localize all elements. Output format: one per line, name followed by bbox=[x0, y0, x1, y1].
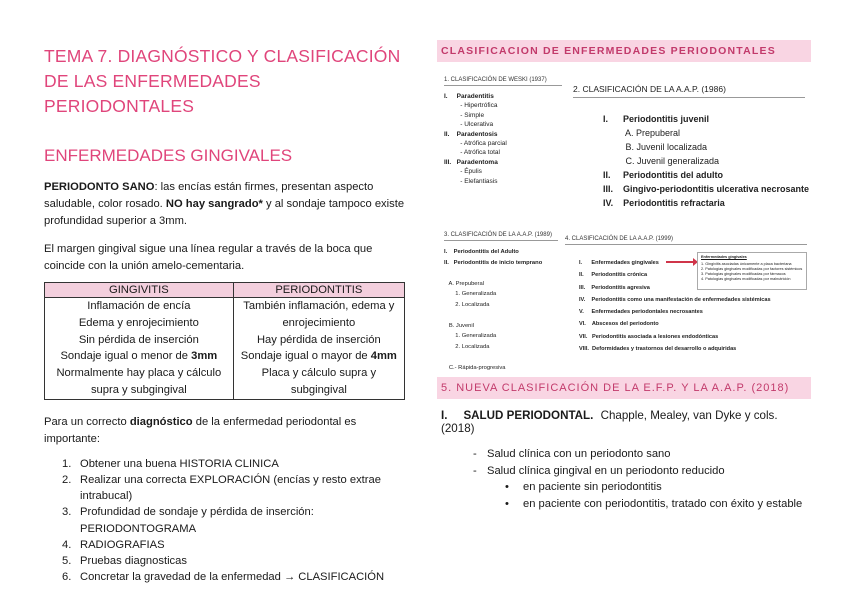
list-item bbox=[62, 456, 412, 472]
figure-rows bbox=[603, 112, 810, 210]
table-header-gingivitis: GINGIVITIS bbox=[45, 283, 234, 298]
figure-row: - Atrófica parcial bbox=[444, 140, 507, 148]
p3-text-b: de la enfermedad periodontal es importante: bbox=[44, 415, 357, 445]
bullet-icon: • bbox=[505, 497, 509, 510]
gingivitis-line: Inflamación de encía bbox=[87, 300, 191, 312]
figure-row: 1. Generalizada bbox=[444, 333, 497, 339]
figure-row: - Hipertrófica bbox=[444, 102, 498, 110]
step-text: Realizar una correcta EXPLORACIÓN (encías y resto extrae intrabucal) bbox=[80, 473, 381, 503]
figure-row bbox=[444, 310, 558, 321]
section-bold-title: SALUD PERIODONTAL. bbox=[463, 409, 594, 422]
new-classification-band: 5. NUEVA CLASIFICACIÓN DE LA E.F.P. Y LA A.A.P. (2018) bbox=[437, 377, 811, 399]
periodontitis-probe-value: 4mm bbox=[370, 350, 397, 363]
figure-row: VII. Periodontitis asociada a lesiones endodónticas bbox=[579, 333, 719, 340]
gingivitis-probe-text: Sondaje igual o menor de bbox=[60, 350, 192, 363]
figure-row: - Ulcerativa bbox=[444, 121, 494, 129]
figure-row: - Simple bbox=[444, 111, 485, 119]
p1-bold-2: NO hay sangrado* bbox=[165, 198, 263, 210]
figure-row: B. Juvenil bbox=[444, 322, 474, 329]
diagnosis-steps-list bbox=[62, 456, 412, 586]
step-number: 1. bbox=[62, 457, 72, 470]
figure-row: VIII. Deformidades y trastornos del desarrollo o adquiridas bbox=[579, 346, 737, 353]
step-number: 5. bbox=[62, 555, 72, 567]
p1-bold: PERIODONTO SANO bbox=[44, 181, 155, 193]
figure-row: C.- Rápida-progresiva bbox=[444, 364, 506, 371]
periodontitis-cell bbox=[233, 298, 404, 400]
p3-text-a: Para un correcto bbox=[44, 415, 130, 428]
inset-row: 1. Gingivitis asociadas únicamente a placa bacteriana bbox=[701, 262, 792, 266]
left-column bbox=[44, 44, 412, 585]
inset-row: 4. Patologías gingivales modificadas por malnutrición bbox=[701, 277, 791, 281]
p1-text-b: y al sondaje tampoco existe profundidad superior a 3mm. bbox=[44, 198, 405, 227]
list-item bbox=[62, 472, 412, 504]
section-heading bbox=[441, 409, 811, 435]
dash-icon: - bbox=[473, 464, 477, 477]
gingivitis-line: Normalmente hay placa y cálculo supra y subgingival bbox=[56, 367, 222, 396]
right-column bbox=[437, 40, 811, 62]
figure-row bbox=[444, 352, 558, 363]
figure-rows bbox=[444, 247, 558, 373]
gingival-margin-paragraph: El margen gingival sigue una línea regular a través de la boca que coincide con la unión amelo-cementaria. bbox=[44, 243, 373, 272]
step-number: 2. bbox=[62, 473, 72, 486]
inset-row: 3. Patologías gingivales modificadas por fármacos bbox=[701, 272, 786, 276]
item-text: Salud clínica con un periodonto sano bbox=[487, 448, 671, 460]
figure-row: VI. Abscesos del periodonto bbox=[579, 321, 659, 328]
figure-row: V. Enfermedades periodontales necrosantes bbox=[579, 309, 703, 316]
inset-rows bbox=[701, 262, 803, 282]
aap-1989-figure bbox=[444, 232, 558, 371]
diagnosis-paragraph bbox=[44, 414, 412, 448]
figure-row: A. Prepuberal bbox=[444, 280, 484, 287]
figure-row: IV. Periodontitis como una manifestación de enfermedades sistémicas bbox=[579, 296, 771, 303]
step-text: Pruebas diagnosticas bbox=[80, 555, 187, 567]
figure-row: II. Paradentosis bbox=[444, 130, 498, 138]
gingivitis-line bbox=[48, 348, 230, 365]
bullet-icon: • bbox=[505, 481, 509, 493]
figure-caption: 2. CLASIFICACIÓN DE LA A.A.P. (1986) bbox=[573, 84, 805, 98]
figure-row: A. Prepuberal bbox=[603, 128, 681, 138]
aap-1986-figure bbox=[573, 84, 810, 222]
title-line-1: TEMA 7. DIAGNÓSTICO Y CLASIFICACIÓN bbox=[44, 46, 401, 66]
figure-row: I. Enfermedades gingivales bbox=[579, 260, 659, 266]
healthy-periodontium-paragraph bbox=[44, 179, 412, 230]
step-text: Concretar la gravedad de la enfermedad → CLASIFICACIÓN bbox=[80, 571, 385, 584]
section-number: I. bbox=[441, 409, 448, 422]
figure-row: III. Paradentoma bbox=[444, 158, 498, 166]
figure-row: - Épulis bbox=[444, 168, 482, 176]
figure-row: I. Periodontitis juvenil bbox=[603, 114, 710, 124]
list-item bbox=[505, 479, 811, 496]
inset-row: 2. Patologías gingivales modificadas por factores sistémicos bbox=[701, 267, 803, 271]
periodontitis-line: Placa y cálculo supra y subgingival bbox=[261, 367, 377, 396]
gingivitis-probe-value: 3mm bbox=[191, 350, 218, 363]
gingivitis-cell bbox=[45, 298, 234, 400]
list-item bbox=[473, 446, 811, 463]
figure-row: 2. Localizada bbox=[444, 301, 490, 308]
bullet-text: en paciente sin periodontitis bbox=[523, 481, 662, 493]
classification-band: CLASIFICACION DE ENFERMEDADES PERIODONTALES bbox=[437, 40, 811, 62]
figure-row: III. Gingivo-periodontitis ulcerativa necrosante bbox=[603, 184, 810, 194]
figure-row: III. Periodontitis agresiva bbox=[579, 284, 650, 291]
figure-row: C. Juvenil generalizada bbox=[603, 156, 720, 166]
dash-icon: - bbox=[473, 448, 477, 460]
periodontal-health-section bbox=[441, 409, 811, 512]
bullet-text: en paciente con periodontitis, tratado con éxito y estable bbox=[523, 497, 803, 510]
table-header-periodontitis: PERIODONTITIS bbox=[233, 283, 404, 298]
step-number: 6. bbox=[62, 571, 72, 584]
gingivitis-line: Edema y enrojecimiento bbox=[78, 316, 199, 329]
figure-row: 1. Generalizada bbox=[444, 291, 497, 297]
figure-row: II. Periodontitis crónica bbox=[579, 272, 648, 279]
arrow-icon bbox=[666, 261, 694, 263]
figure-caption: 1. CLASIFICACIÓN DE WESKI (1937) bbox=[444, 77, 562, 86]
list-item bbox=[62, 504, 412, 536]
periodontitis-line bbox=[237, 348, 401, 365]
gingival-diseases-inset bbox=[697, 252, 807, 290]
gingivitis-periodontitis-table bbox=[44, 282, 405, 400]
list-item bbox=[505, 496, 811, 513]
step-number: 4. bbox=[62, 538, 72, 551]
inset-title: Enfermedades gingivales bbox=[701, 255, 747, 259]
page-title bbox=[44, 44, 412, 119]
figure-row: B. Juvenil localizada bbox=[603, 142, 708, 152]
health-bullets-list bbox=[505, 479, 811, 512]
figure-row: - Elefantiasis bbox=[444, 177, 498, 185]
periodontitis-line: También inflamación, edema y enrojecimiento bbox=[243, 300, 395, 329]
step-text: Obtener una buena HISTORIA CLINICA bbox=[80, 457, 279, 470]
figure-rows bbox=[444, 92, 562, 186]
figure-row: IV. Periodontitis refractaria bbox=[603, 198, 725, 208]
step-text: Profundidad de sondaje y pérdida de inserción: PERIODONTOGRAMA bbox=[80, 506, 314, 535]
periodontitis-probe-text: Sondaje igual o mayor de bbox=[240, 350, 371, 363]
figure-caption: 4. CLASIFICACIÓN DE LA A.A.P. (1999) bbox=[565, 236, 807, 245]
gingivitis-line: Sin pérdida de inserción bbox=[78, 333, 199, 346]
figure-row: I. Paradentitis bbox=[444, 93, 494, 100]
health-items-list bbox=[473, 446, 811, 479]
figure-row: 2. Localizada bbox=[444, 343, 490, 350]
figure-row: II. Periodontitis del adulto bbox=[603, 170, 724, 180]
weski-classification-figure bbox=[444, 77, 562, 222]
list-item bbox=[62, 537, 412, 553]
step-number: 3. bbox=[62, 506, 72, 519]
item-text: Salud clínica gingival en un periodonto reducido bbox=[487, 464, 725, 477]
figure-row: II. Periodontitis de inicio temprano bbox=[444, 259, 543, 266]
figure-row bbox=[444, 268, 558, 279]
step-text: RADIOGRAFIAS bbox=[80, 538, 165, 551]
periodontitis-line: Hay pérdida de inserción bbox=[256, 333, 381, 346]
list-item bbox=[62, 553, 412, 569]
figure-row: - Atrófica total bbox=[444, 149, 500, 157]
p1-text-a: : las encías están firmes, presentan aspecto saludable, color rosado. bbox=[44, 181, 374, 210]
section-subtitle: ENFERMEDADES GINGIVALES bbox=[44, 146, 293, 165]
figure-row: I. Periodontitis del Adulto bbox=[444, 249, 519, 255]
figure-caption: 3. CLASIFICACIÓN DE LA A.A.P. (1989) bbox=[444, 232, 558, 241]
list-item bbox=[473, 463, 811, 480]
section-authors: Chapple, Mealey, van Dyke y cols. (2018) bbox=[441, 409, 778, 435]
p3-bold: diagnóstico bbox=[129, 415, 193, 428]
list-item bbox=[62, 569, 412, 585]
title-line-2: DE LAS ENFERMEDADES PERIODONTALES bbox=[44, 71, 261, 116]
